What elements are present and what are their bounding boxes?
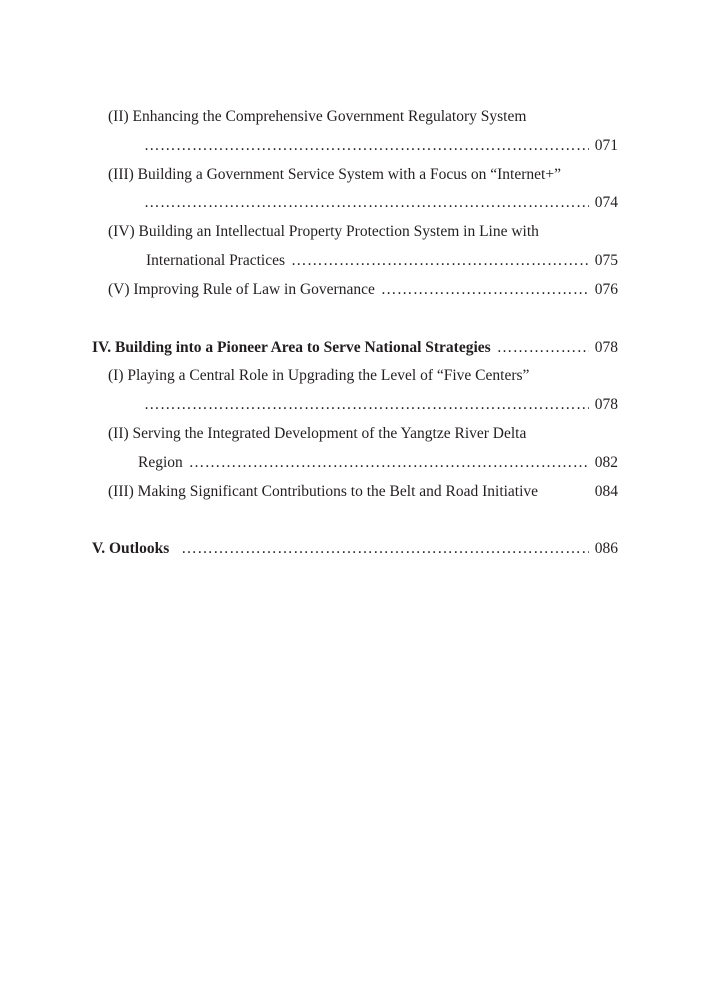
toc-page-number: 074 bbox=[594, 194, 618, 211]
toc-page-number: 076 bbox=[594, 281, 618, 298]
toc-entry-leader bbox=[108, 134, 618, 158]
toc-entry-leader bbox=[108, 393, 618, 417]
dot-leader bbox=[144, 393, 589, 417]
toc-entry-leader bbox=[108, 191, 618, 215]
toc-page-number: 075 bbox=[594, 252, 618, 269]
toc-entry-title-cont: International Practices bbox=[146, 252, 286, 269]
toc-page-number: 078 bbox=[594, 339, 618, 356]
toc-entry-title: (V) Improving Rule of Law in Governance bbox=[108, 281, 375, 298]
toc-page-number: 078 bbox=[594, 396, 618, 413]
toc-entry-title: (IV) Building an Intellectual Property Protection System in Line with bbox=[108, 223, 539, 240]
toc-section-title: IV. Building into a Pioneer Area to Serve National Strategies bbox=[92, 339, 491, 356]
dot-leader bbox=[144, 134, 589, 158]
toc-entry-text bbox=[108, 105, 618, 129]
toc-page-number: 084 bbox=[594, 483, 618, 500]
toc-entry-title: (II) Enhancing the Comprehensive Government Regulatory System bbox=[108, 108, 527, 125]
dot-leader bbox=[291, 249, 589, 273]
dot-leader bbox=[497, 336, 589, 360]
toc-entry-title: (I) Playing a Central Role in Upgrading the Level of “Five Centers” bbox=[108, 367, 530, 384]
toc-entry-continuation bbox=[108, 249, 618, 273]
dot-leader bbox=[144, 191, 589, 215]
toc-entry-text bbox=[108, 422, 618, 446]
toc-entry-title-cont: Region bbox=[138, 454, 183, 471]
toc-entry bbox=[108, 278, 618, 302]
toc-page-number: 086 bbox=[594, 540, 618, 557]
toc-entry-text bbox=[108, 220, 618, 244]
toc-page-number: 071 bbox=[594, 137, 618, 154]
toc-entry-title: (II) Serving the Integrated Development of the Yangtze River Delta bbox=[108, 425, 527, 442]
toc-section-heading bbox=[92, 537, 618, 561]
toc-entry-continuation bbox=[108, 451, 618, 475]
dot-leader bbox=[381, 278, 589, 302]
toc-page-number: 082 bbox=[594, 454, 618, 471]
toc-entry-title: (III) Making Significant Contributions to the Belt and Road Initiative bbox=[108, 483, 539, 500]
dot-leader bbox=[189, 451, 589, 475]
toc-entry-text bbox=[108, 364, 618, 388]
dot-leader bbox=[181, 537, 589, 561]
toc-entry bbox=[108, 480, 618, 504]
toc-entry-title: (III) Building a Government Service System with a Focus on “Internet+” bbox=[108, 166, 561, 183]
toc-section-heading bbox=[92, 336, 618, 360]
toc-section-title: V. Outlooks bbox=[92, 540, 170, 557]
toc-entry-text bbox=[108, 163, 618, 187]
